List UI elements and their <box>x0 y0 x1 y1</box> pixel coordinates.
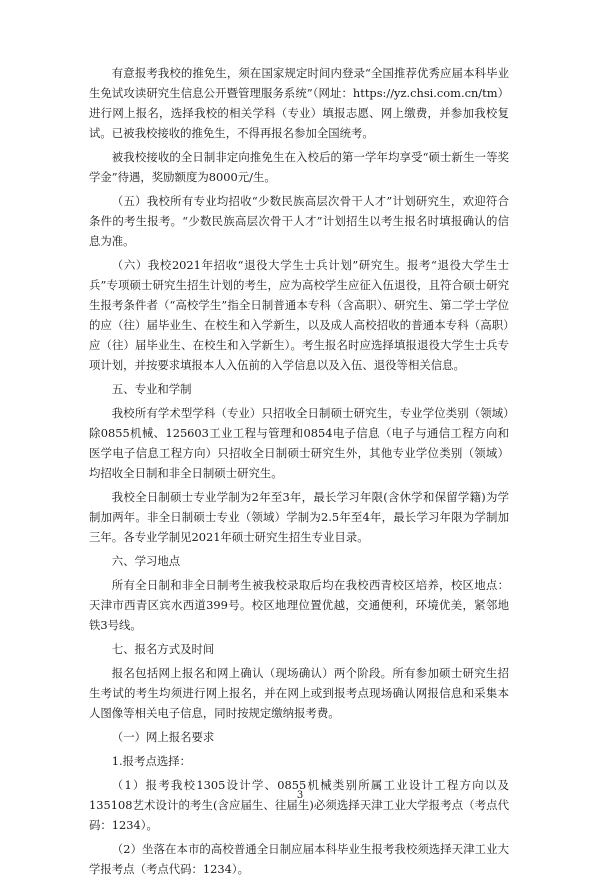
page-body <box>89 63 509 883</box>
section-heading: 六、学习地点 <box>111 554 181 568</box>
subsection-heading: （一）网上报名要求 <box>111 730 215 744</box>
section-heading: 五、专业和学制 <box>111 382 192 396</box>
paragraph: （2）坐落在本市的高校普通全日制应届本科毕业生报考我校须选择天津工业大学报考点（考点代码：1234）。 <box>89 842 509 876</box>
paragraph: 我校所有学术型学科（专业）只招收全日制硕士研究生，专业学位类别（领域）除0855机械、125603工业工程与管理和0854电子信息（电子与通信工程方向和医学电子信息工程方向）只招收全日制硕士研究生外，其他专业学位类别（领域）均招收全日制和非全日制硕士研究生。 <box>89 406 509 480</box>
paragraph: 我校全日制硕士专业学制为2年至3年，最长学习年限(含休学和保留学籍)为学制加两年。非全日制硕士专业（领域）学制为2.5年至4年，最长学习年限为学制加三年。各专业学制见2021年硕士研究生招生专业目录。 <box>89 490 509 544</box>
paragraph: （1）报考我校1305设计学、0855机械类别所属工业设计工程方向以及135108艺术设计的考生(含应届生、往届生)必须选择天津工业大学报考点（考点代码：1234）。 <box>89 778 509 832</box>
page-number: 3 <box>296 790 304 801</box>
paragraph: （六）我校2021年招收“退役大学生士兵计划”研究生。报考“退役大学生士兵”专项硕士研究生招生计划的考生，应为高校学生应征入伍退役，且符合硕士研究生报考条件者（“高校学生”指全日制普通本专科（含高职）、研究生、第二学士学位的应（往）届毕业生、在校生和入学新生，以及成人高校招收的普通本专科（高职）应（往）届毕业生、在校生和入学新生）。考生报名时应选择填报退役大学生士兵专项计划，并按要求填报本人入伍前的入学信息以及入伍、退役等相关信息。 <box>89 258 509 372</box>
paragraph: 被我校接收的全日制非定向推免生在入校后的第一学年均享受“硕士新生一等奖学金”待遇，奖励额度为8000元/生。 <box>89 150 509 184</box>
paragraph: （五）我校所有专业均招收“少数民族高层次骨干人才”计划研究生，欢迎符合条件的考生报考。“少数民族高层次骨干人才”计划招生以考生报名时填报确认的信息为准。 <box>89 194 509 248</box>
paragraph: 所有全日制和非全日制考生被我校录取后均在我校西青校区培养，校区地点：天津市西青区宾水西道399号。校区地理位置优越，交通便利，环境优美，紧邻地铁3号线。 <box>89 578 509 632</box>
paragraph: 报名包括网上报名和网上确认（现场确认）两个阶段。所有参加硕士研究生招生考试的考生均须进行网上报名，并在网上或到报考点现场确认网报信息和采集本人图像等相关电子信息，同时按规定缴纳报考费。 <box>89 666 509 720</box>
section-heading: 七、报名方式及时间 <box>111 642 215 656</box>
paragraph: 有意报考我校的推免生，须在国家规定时间内登录“全国推荐优秀应届本科毕业生免试攻读研究生信息公开暨管理服务系统”（网址：https://yz.chsi.com.cn/tm）进行网上报名，选择我校的相关学科（专业）填报志愿、网上缴费，并参加我校复试。已被我校接收的推免生，不得再报名参加全国统考。 <box>89 66 509 140</box>
subsection-heading: 1.报考点选择： <box>111 754 192 768</box>
